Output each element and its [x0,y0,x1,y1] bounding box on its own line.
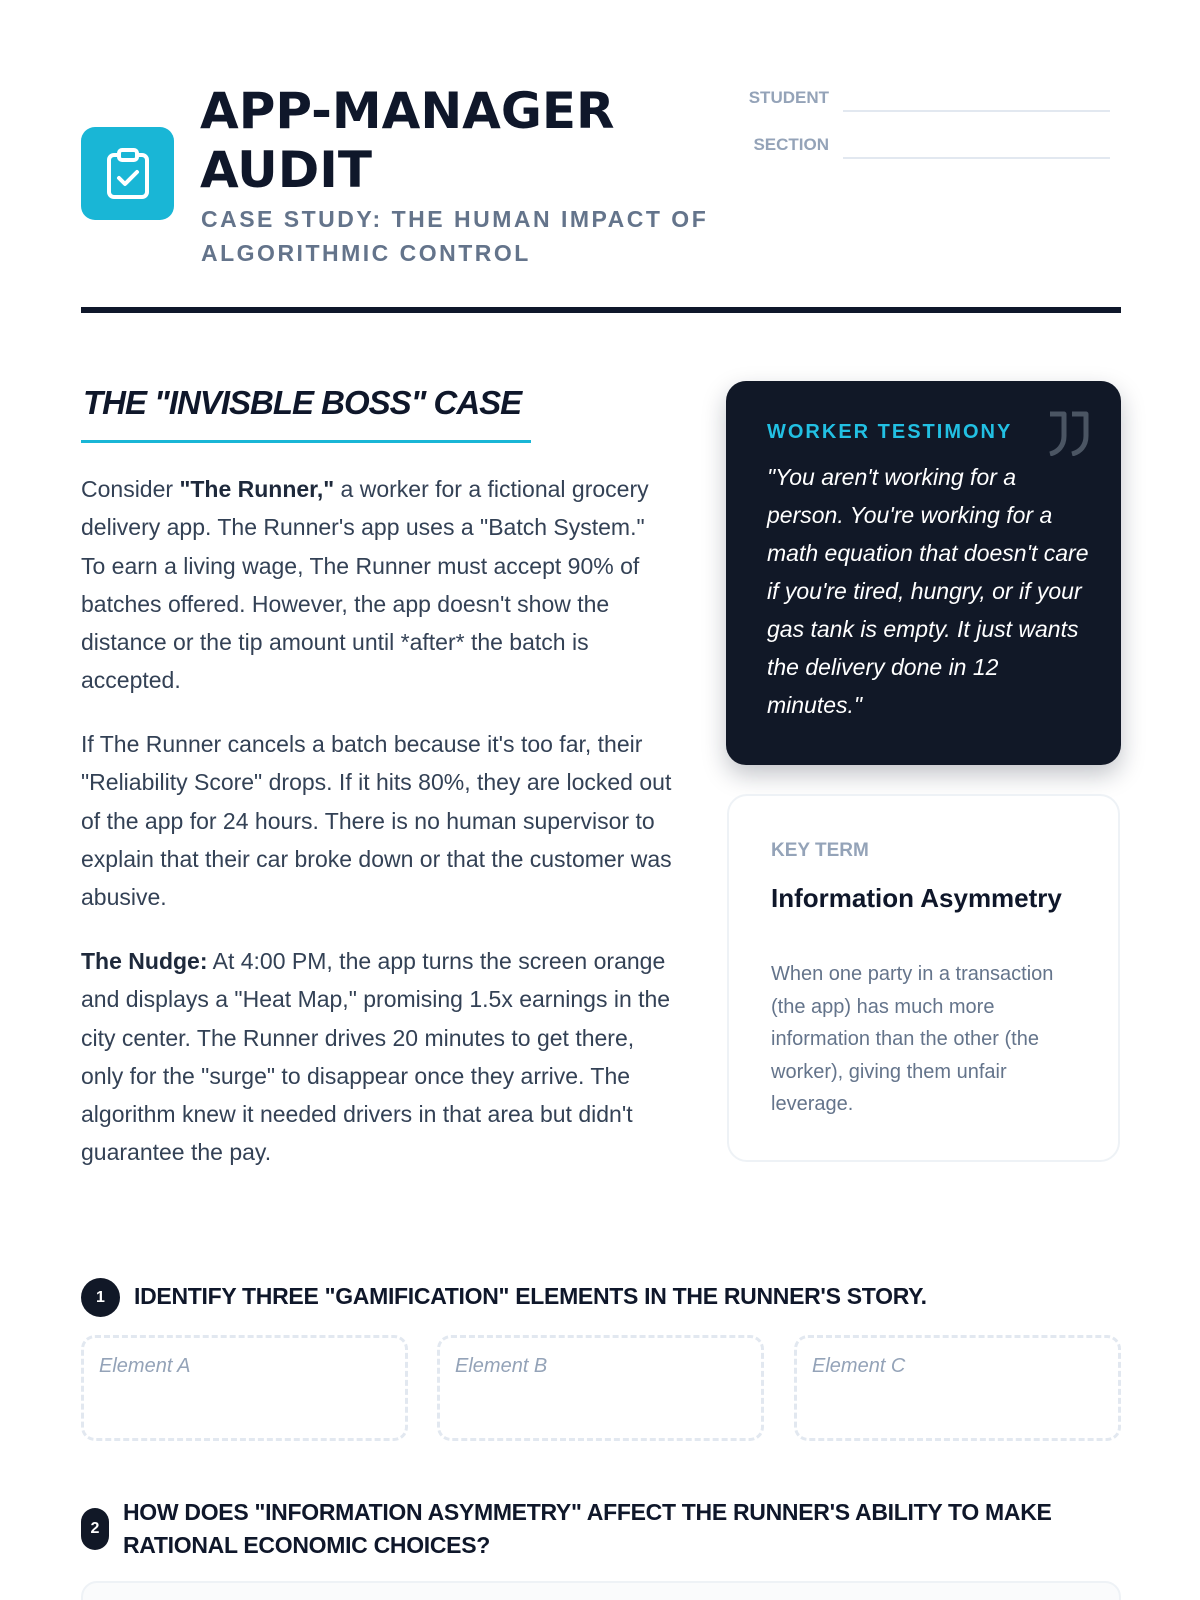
question-2-line-1: HOW DOES "INFORMATION ASYMMETRY" AFFECT THE RUNNER'S ABILITY TO MAKE [123,1499,1052,1525]
section-input-line[interactable] [843,133,1110,159]
case-paragraph-2: If The Runner cancels a batch because it's too far, their "Reliability Score" drops. If it hits 80%, they are locked out of the app for 24 hours. There is no human supervisor to explain that their car broke down or that the customer was abusive. [81,731,672,911]
case-title: THE "INVISBLE BOSS" CASE [83,384,522,421]
p3-text: At 4:00 PM, the app turns the screen orange and displays a "Heat Map," promising 1.5x earnings in the city center. The Runner drives 20 minutes to get there, only for the "surge" to disappear once they arrive. The algorithm knew it needed drivers in that area but didn't guarantee the pay. [81,948,671,1166]
clipboard-check-icon [106,148,150,200]
logo-badge [81,127,174,220]
p3-bold: The Nudge: [81,948,208,974]
key-term-card [727,794,1120,1162]
question-2-badge: 2 [81,1508,109,1550]
key-term-definition: When one party in a transaction (the app) has much more information than the other (the worker), giving them unfair leverage. [771,963,1054,1115]
question-1-badge: 1 [81,1278,120,1317]
student-label: STUDENT [748,88,829,107]
p1-bold: "The Runner," [179,476,335,502]
section-field [739,133,1110,159]
title-line-1: APP-MANAGER [200,82,615,140]
section-label: SECTION [753,135,829,154]
header-divider [81,307,1121,313]
case-paragraph-3 [81,942,671,1172]
answer-placeholder-a: Element A [99,1355,191,1377]
question-2-text [123,1496,1123,1562]
p1-text-start: Consider [81,476,180,502]
student-field [739,86,1110,112]
answer-placeholder-b: Element B [455,1355,548,1377]
question-1-text: IDENTIFY THREE "GAMIFICATION" ELEMENTS IN THE RUNNER'S STORY. [134,1283,927,1309]
answer-box-element-b[interactable] [437,1335,764,1441]
answer-box-question-2[interactable] [81,1581,1121,1600]
question-2-line-2: RATIONAL ECONOMIC CHOICES? [123,1532,491,1558]
case-paragraph-1 [81,470,671,700]
page-subtitle: CASE STUDY: THE HUMAN IMPACT OF ALGORITHMIC CONTROL [201,206,709,266]
quote-icon [1044,410,1092,456]
testimony-card [726,381,1121,765]
page-title [200,82,615,200]
answer-placeholder-c: Element C [812,1355,906,1377]
p1-text-end: a worker for a fictional grocery delivery app. The Runner's app uses a "Batch System." To earn a living wage, The Runner must accept 90% of batches offered. However, the app doesn't show the distance or the tip amount until *after* the batch is accepted. [81,476,649,694]
testimony-label: WORKER TESTIMONY [767,421,1013,443]
key-term-word: Information Asymmetry [771,883,1062,913]
title-line-2: AUDIT [200,141,372,199]
student-input-line[interactable] [843,86,1110,112]
answer-box-element-a[interactable] [81,1335,408,1441]
key-term-label: KEY TERM [771,840,869,861]
case-title-underline [81,440,531,443]
answer-box-element-c[interactable] [794,1335,1121,1441]
testimony-quote: "You aren't working for a person. You're working for a math equation that doesn't care if you're tired, hungry, or if your gas tank is empty. It just wants the delivery done in 12 minutes." [767,464,1089,718]
